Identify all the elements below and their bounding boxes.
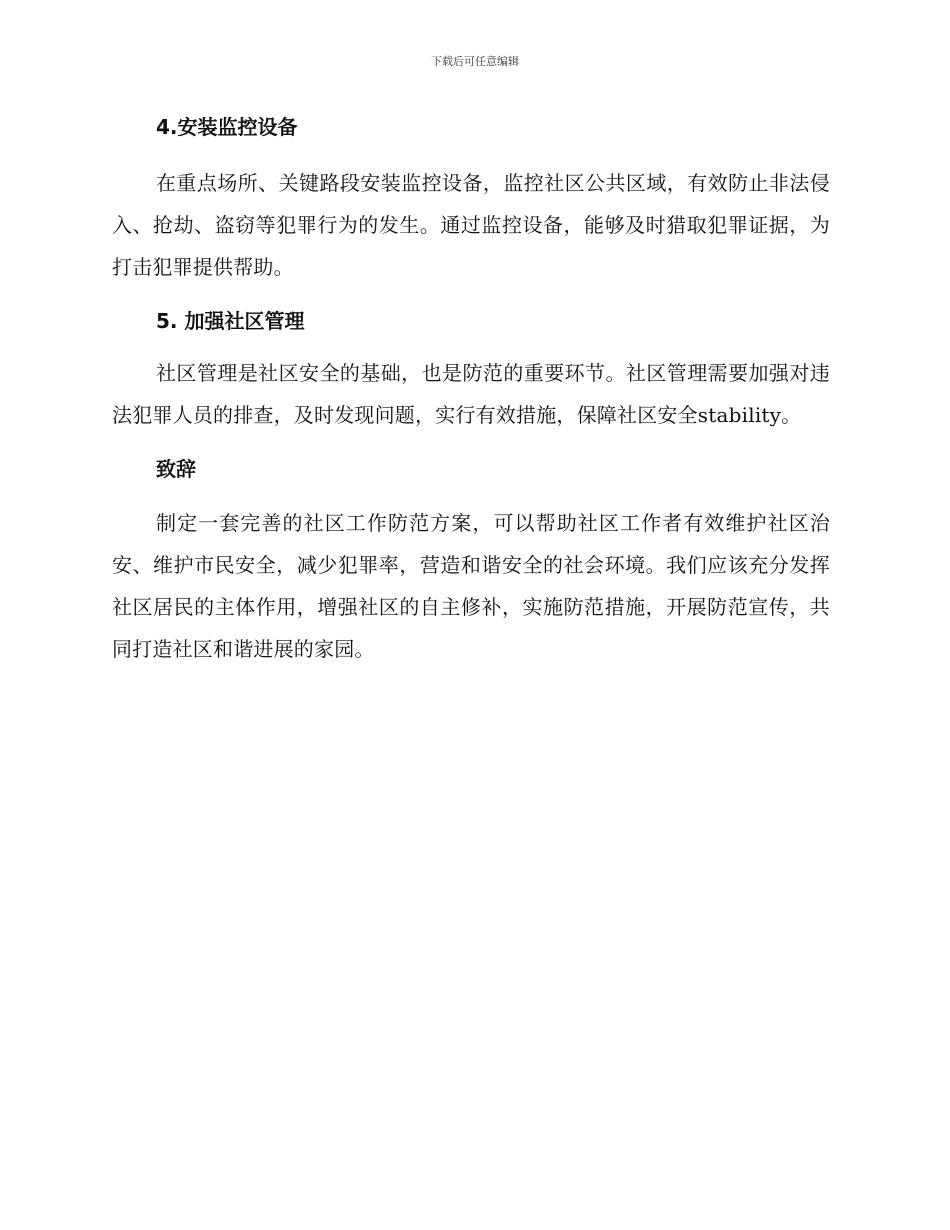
section-heading-closing-remarks: 致辞: [156, 457, 196, 481]
section-paragraph-community-management: 社区管理是社区安全的基础，也是防范的重要环节。社区管理需要加强对违法犯罪人员的排查，及时发现问题，实行有效措施，保障社区安全stability。: [112, 361, 830, 427]
section-paragraph-closing-remarks: 制定一套完善的社区工作防范方案，可以帮助社区工作者有效维护社区治安、维护市民安全，减少犯罪率，营造和谐安全的社会环境。我们应该充分发挥社区居民的主体作用，增强社区的自主修补，实施防范措施，开展防范宣传，共同打造社区和谐进展的家园。: [112, 511, 830, 661]
section-heading-install-monitoring: 4.安装监控设备: [156, 115, 298, 139]
page-header-note: 下载后可任意编辑: [431, 55, 519, 68]
section-heading-community-management: 5. 加强社区管理: [156, 309, 305, 333]
document-body: [112, 110, 830, 670]
section-paragraph-install-monitoring: 在重点场所、关键路段安装监控设备，监控社区公共区域，有效防止非法侵入、抢劫、盗窃等犯罪行为的发生。通过监控设备，能够及时猎取犯罪证据，为打击犯罪提供帮助。: [112, 171, 830, 279]
